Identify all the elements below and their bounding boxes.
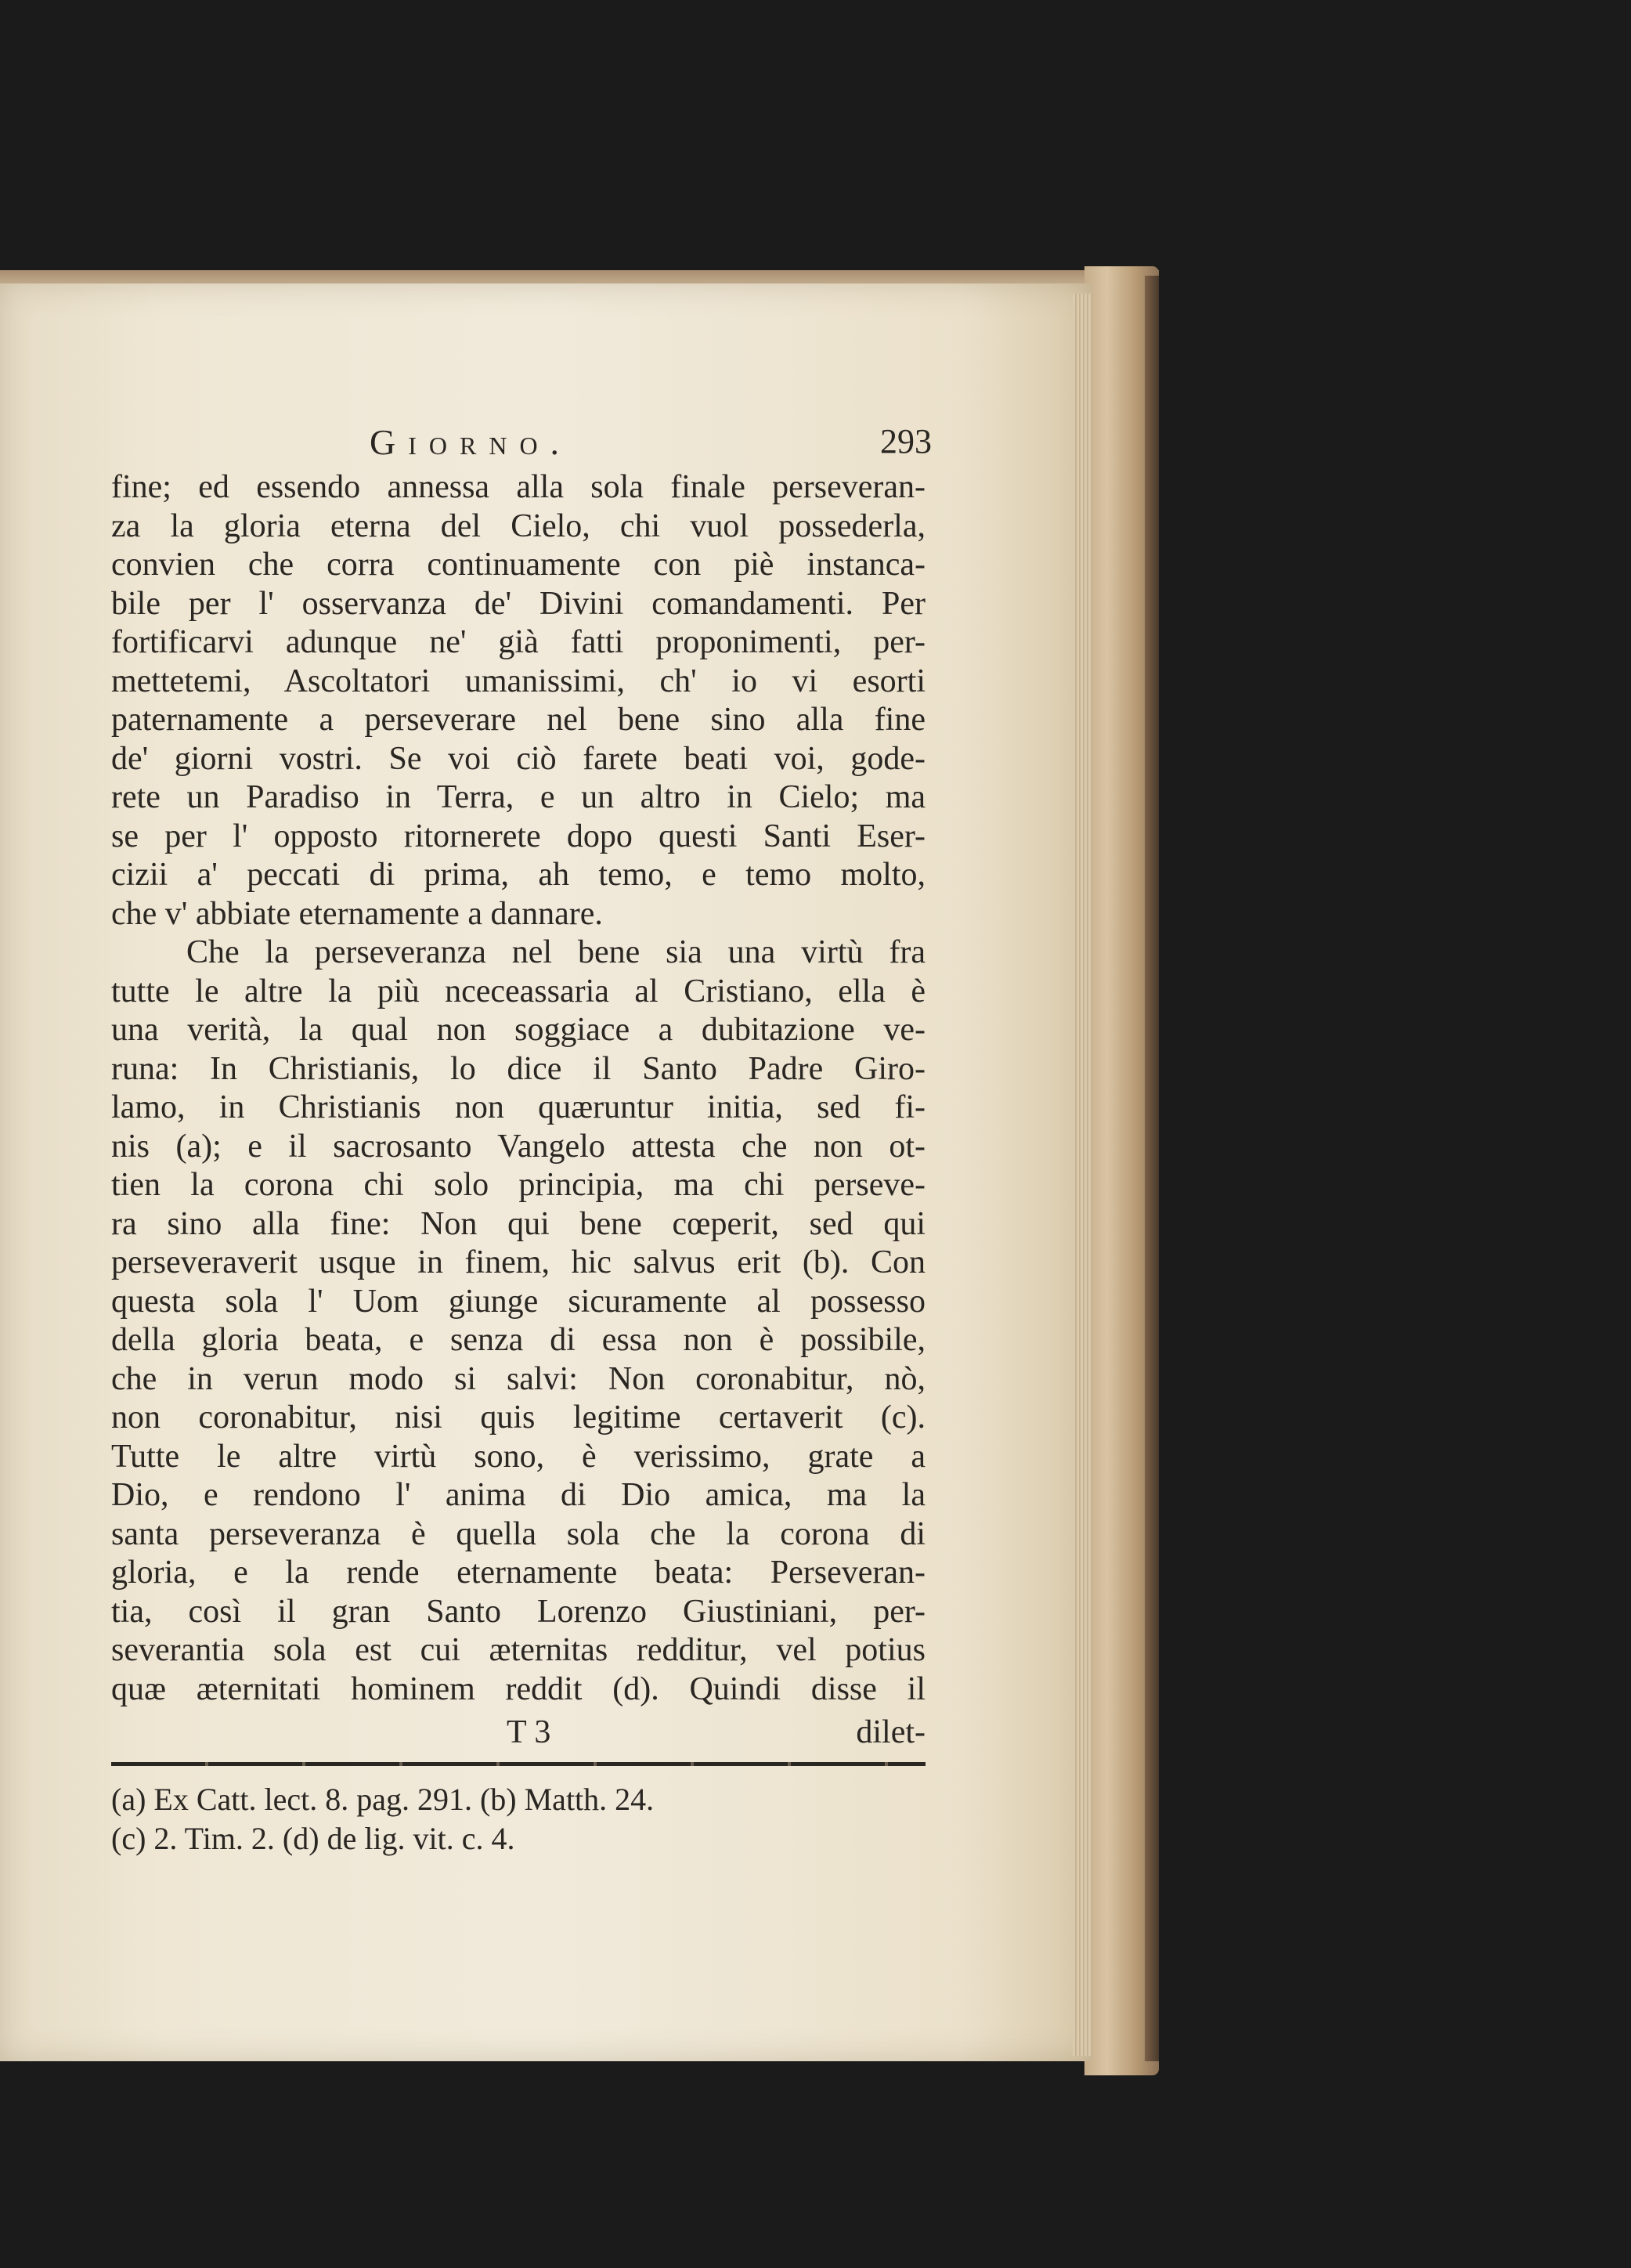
- text-line: mettetemi, Ascoltatori umanissimi, ch' io vi esorti: [111, 663, 926, 699]
- text-line: fortificarvi adunque ne' già fatti proponimenti, per-: [111, 624, 926, 660]
- text-line: convien che corra continuamente con piè instanca-: [111, 547, 926, 583]
- text-line: paternamente a perseverare nel bene sino alla fine: [111, 702, 926, 738]
- signature-mark: T 3: [507, 1714, 551, 1750]
- text-line: runa: In Christianis, lo dice il Santo Padre Giro-: [111, 1050, 926, 1087]
- catchword: dilet-: [856, 1714, 926, 1750]
- text-line: della gloria beata, e senza di essa non è possibile,: [111, 1322, 926, 1358]
- paragraph-end-line: che v' abbiate eternamente a dannare.: [111, 895, 603, 932]
- text-line: severantia sola est cui æternitas redditur, vel potius: [111, 1632, 926, 1668]
- text-line: se per l' opposto ritornerete dopo questi Santi Eser-: [111, 818, 926, 854]
- page-stack-edge: [1073, 294, 1092, 2056]
- text-line: tutte le altre la più nceceassaria al Cristiano, ella è: [111, 973, 926, 1009]
- page-text-block: [111, 421, 932, 1858]
- page-header: [111, 421, 932, 468]
- text-line: za la gloria eterna del Cielo, chi vuol possederla,: [111, 507, 926, 544]
- running-title: Giorno.: [370, 422, 572, 462]
- text-line: Tutte le altre virtù sono, è verissimo, grate a: [111, 1438, 926, 1475]
- text-line: ra sino alla fine: Non qui bene cœperit, sed qui: [111, 1205, 926, 1242]
- text-line: lamo, in Christianis non quæruntur initia, sed fi-: [111, 1089, 926, 1125]
- text-line: tia, così il gran Santo Lorenzo Giustiniani, per-: [111, 1593, 926, 1630]
- catchline: [111, 1709, 926, 1754]
- footnote-rule: [111, 1762, 926, 1766]
- text-line: fine; ed essendo annessa alla sola finale perseveran-: [111, 469, 926, 505]
- text-line: rete un Paradiso in Terra, e un altro in Cielo; ma: [111, 779, 926, 815]
- text-line: non coronabitur, nisi quis legitime certaverit (c).: [111, 1399, 926, 1436]
- text-line: nis (a); e il sacrosanto Vangelo attesta che non ot-: [111, 1128, 926, 1165]
- text-line: Dio, e rendono l' anima di Dio amica, ma la: [111, 1477, 926, 1513]
- paragraph-start-line: Che la perseveranza nel bene sia una virtù fra: [186, 934, 926, 970]
- footnote-line: (c) 2. Tim. 2. (d) de lig. vit. c. 4.: [111, 1821, 515, 1856]
- book-spine-shadow: [1145, 276, 1159, 2061]
- text-line: tien la corona chi solo principia, ma chi perseve-: [111, 1167, 926, 1203]
- text-line: santa perseveranza è quella sola che la corona di: [111, 1515, 926, 1552]
- text-line: de' giorni vostri. Se voi ciò farete beati voi, gode-: [111, 740, 926, 777]
- footnotes: [111, 1780, 926, 1858]
- footnote-line: (a) Ex Catt. lect. 8. pag. 291. (b) Matth. 24.: [111, 1782, 655, 1817]
- text-line: una verità, la qual non soggiace a dubitazione ve-: [111, 1012, 926, 1048]
- text-line: questa sola l' Uom giunge sicuramente al possesso: [111, 1283, 926, 1320]
- text-line: che in verun modo si salvi: Non coronabitur, nò,: [111, 1360, 926, 1397]
- text-line: gloria, e la rende eternamente beata: Perseveran-: [111, 1555, 926, 1591]
- page-number: 293: [880, 422, 932, 460]
- text-line: bile per l' osservanza de' Divini comandamenti. Per: [111, 585, 926, 622]
- body-text: [111, 468, 926, 1709]
- text-line: perseveraverit usque in finem, hic salvus erit (b). Con: [111, 1244, 926, 1280]
- text-line: cizii a' peccati di prima, ah temo, e temo molto,: [111, 857, 926, 893]
- text-line: quæ æternitati hominem reddit (d). Quindi disse il: [111, 1670, 926, 1707]
